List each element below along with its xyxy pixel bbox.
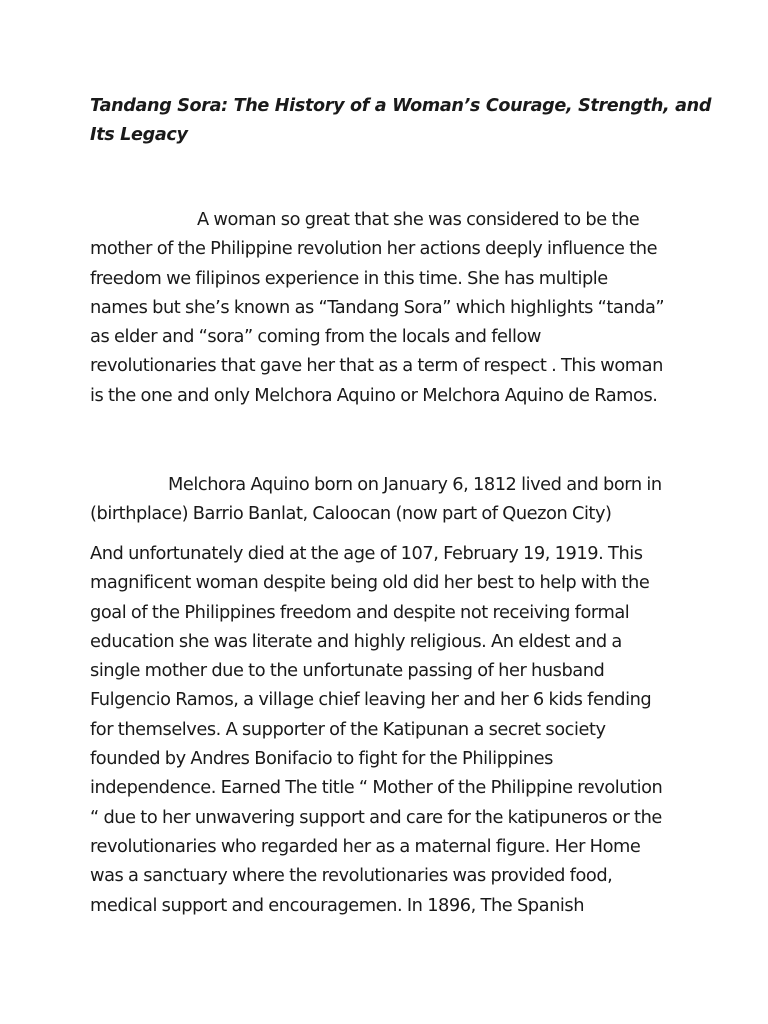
paragraph-line: freedom we filipinos experience in this time. She has multiple xyxy=(90,267,608,289)
paragraph-line: as elder and “sora” coming from the locals and fellow xyxy=(90,326,542,348)
paragraph-line: magnificent woman despite being old did her best to help with the xyxy=(90,572,650,594)
paragraph-line: revolutionaries that gave her that as a term of respect . This woman xyxy=(90,355,663,377)
paragraph-line: founded by Andres Bonifacio to fight for the Philippines xyxy=(90,748,553,770)
paragraph-birth xyxy=(90,470,690,529)
title-line: Tandang Sora: The History of a Woman’s Courage, Strength, and xyxy=(90,96,712,116)
paragraph-line: mother of the Philippine revolution her actions deeply influence the xyxy=(90,238,658,260)
paragraph-line: Melchora Aquino born on January 6, 1812 lived and born in xyxy=(168,474,662,495)
paragraph-line: names but she’s known as “Tandang Sora” which highlights “tanda” xyxy=(90,296,665,318)
paragraph-biography xyxy=(90,539,690,920)
paragraph-line: independence. Earned The title “ Mother of the Philippine revolution xyxy=(90,777,663,799)
paragraph-line: medical support and encouragemen. In 1896, The Spanish xyxy=(90,894,585,916)
paragraph-line: goal of the Philippines freedom and despite not receiving formal xyxy=(90,601,630,623)
paragraph-line: education she was literate and highly religious. An eldest and a xyxy=(90,630,622,652)
paragraph-introduction xyxy=(90,205,690,410)
paragraph-line: Fulgencio Ramos, a village chief leaving her and her 6 kids fending xyxy=(90,689,652,711)
paragraph-line: revolutionaries who regarded her as a maternal figure. Her Home xyxy=(90,835,641,857)
title-line: Its Legacy xyxy=(90,125,188,145)
document-title xyxy=(90,92,712,150)
paragraph-line: A woman so great that she was considered to be the xyxy=(197,209,640,230)
paragraph-line: was a sanctuary where the revolutionaries was provided food, xyxy=(90,865,613,887)
paragraph-line: And unfortunately died at the age of 107, February 19, 1919. This xyxy=(90,543,643,564)
paragraph-line: (birthplace) Barrio Banlat, Caloocan (now part of Quezon City) xyxy=(90,503,612,525)
paragraph-line: for themselves. A supporter of the Katipunan a secret society xyxy=(90,718,606,740)
paragraph-line: is the one and only Melchora Aquino or Melchora Aquino de Ramos. xyxy=(90,384,658,406)
paragraph-line: “ due to her unwavering support and care for the katipuneros or the xyxy=(90,806,662,828)
paragraph-line: single mother due to the unfortunate passing of her husband xyxy=(90,660,605,682)
